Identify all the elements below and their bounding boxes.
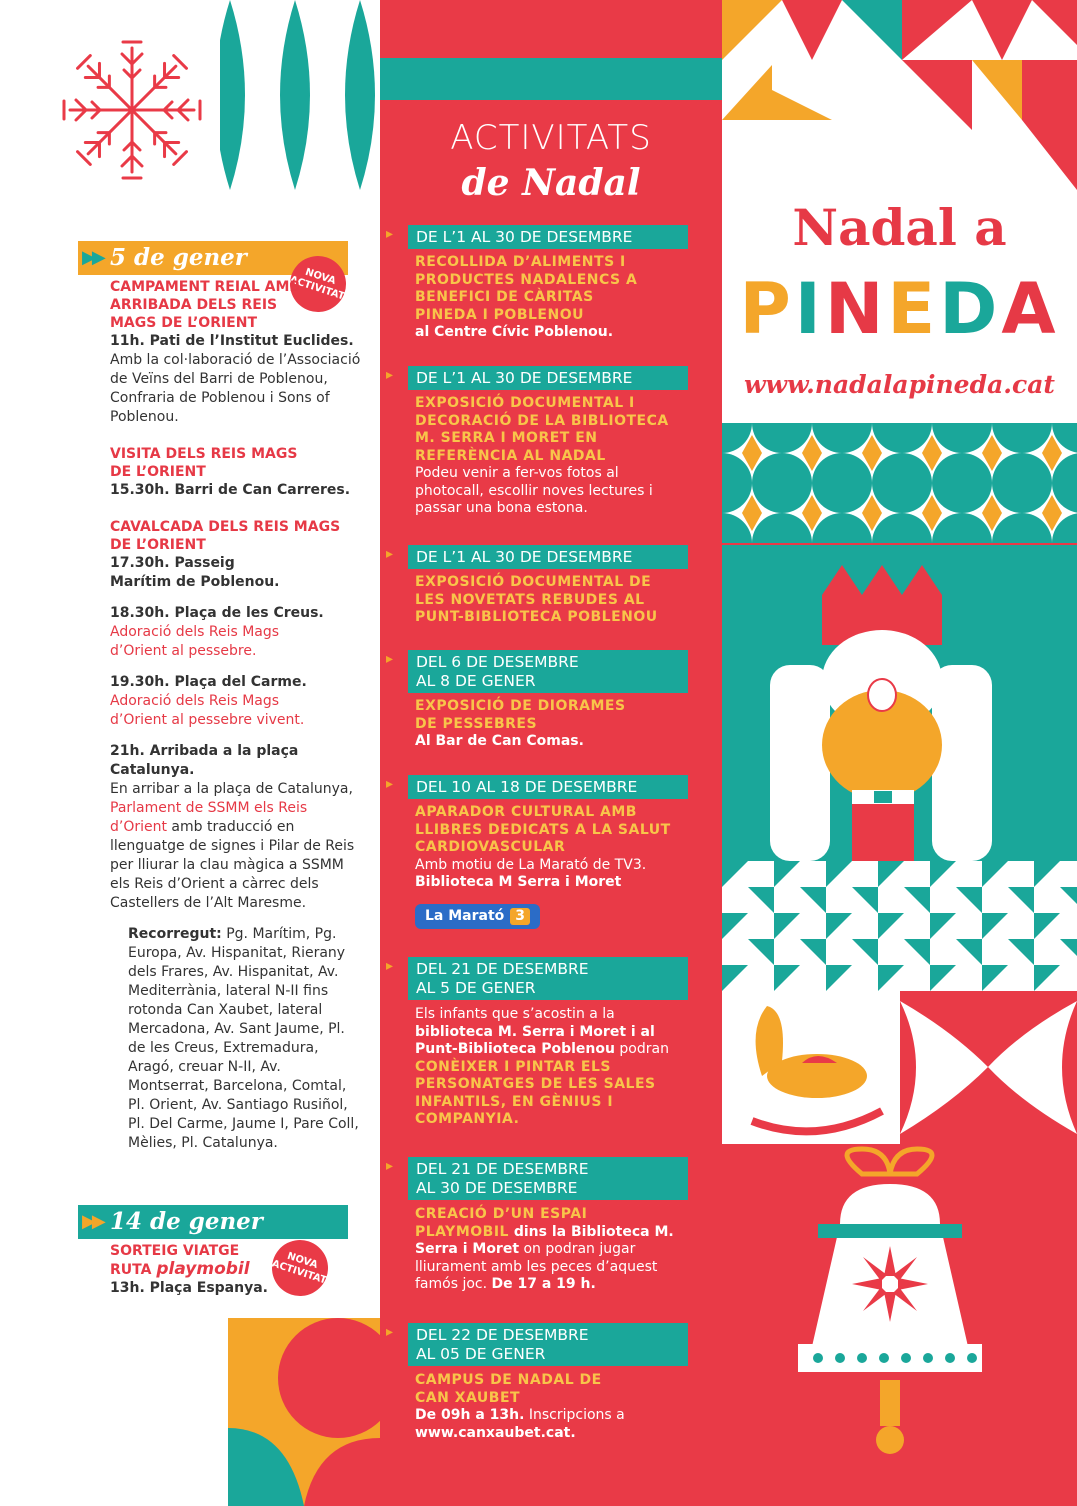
christmas-bell-illustration	[722, 1144, 1077, 1506]
ribbon-date-label: 14 de gener	[110, 1208, 263, 1235]
event-place: 19.30h. Plaça del Carme.	[110, 674, 307, 690]
date-text-2: AL 5 DE GENER	[416, 979, 536, 997]
date-bar	[386, 366, 688, 390]
logo-letter: E	[887, 268, 940, 350]
date-text: DEL 21 DE DESEMBRE	[416, 960, 589, 978]
website-link[interactable]: www.canxaubet.cat.	[415, 1424, 576, 1441]
date-bar	[386, 957, 688, 1000]
event-title-text: RUTA	[110, 1262, 157, 1278]
route-text	[128, 925, 360, 1153]
activity-title: APARADOR CULTURAL AMB LLIBRES DEDICATS A LA SALUT CARDIOVASCULAR	[415, 804, 671, 855]
events-5-gener	[110, 278, 372, 1153]
date-bar	[386, 650, 688, 693]
chevron-icon: ▸	[386, 651, 394, 667]
activity-description	[415, 1407, 635, 1442]
date-text: DE L’1 AL 30 DE DESEMBRE	[416, 548, 633, 566]
date-text-2: AL 8 DE GENER	[416, 672, 536, 690]
rocking-horse-panel	[722, 991, 1077, 1144]
event-place: 17.30h. Passeig Marítim de Poblenou.	[110, 555, 280, 590]
snowflake-icon	[62, 40, 202, 180]
nadal-header	[722, 0, 1077, 423]
teal-stripe	[380, 58, 722, 100]
activity-description: Podeu venir a fer-vos fotos al photocall, escollir noves lectures i passar una bona estona.	[415, 465, 653, 516]
date-text: DE L’1 AL 30 DE DESEMBRE	[416, 228, 633, 246]
date-text: DEL 10 AL 18 DE DESEMBRE	[416, 778, 638, 796]
logo-letter: P	[739, 268, 795, 350]
activity-item	[415, 574, 670, 627]
leaf-pattern-decoration	[220, 0, 380, 190]
activity-description: Amb motiu de La Marató de TV3.	[415, 856, 647, 873]
activities-title: ACTIVITATS	[450, 118, 652, 158]
double-arrow-icon: ▶▶	[82, 247, 102, 268]
nadal-title: Nadal a	[792, 198, 1007, 257]
activity-item	[415, 804, 683, 929]
activity-description	[415, 1006, 681, 1129]
chevron-icon: ▸	[386, 546, 394, 562]
event-description: Adoració dels Reis Mags d’Orient al pessebre vivent.	[110, 693, 305, 728]
la-marato-logo	[415, 904, 540, 930]
activity-title: EXPOSICIÓ DE DIORAMES DE PESSEBRES	[415, 698, 626, 732]
chevron-icon: ▸	[386, 367, 394, 383]
event-title: CAVALCADA DELS REIS MAGS DE L’ORIENT	[110, 519, 341, 553]
activity-item	[415, 254, 645, 342]
desc-text: podran	[614, 1041, 669, 1057]
bottom-shapes-decoration	[228, 1318, 380, 1506]
activity-title: EXPOSICIÓ DOCUMENTAL DE LES NOVETATS REBUDES AL PUNT-BIBLIOTECA POBLENOU	[415, 574, 658, 625]
activity-item	[415, 1006, 681, 1129]
desc-text: Els infants que s’acostin a la	[415, 1006, 615, 1022]
event-title-2	[110, 1260, 372, 1279]
event-title: CAMPAMENT REIAL AMB ARRIBADA DELS REIS MAGS DE L’ORIENT	[110, 279, 301, 331]
event-title: SORTEIG VIATGE	[110, 1243, 240, 1259]
activity-item	[415, 1372, 635, 1442]
desc-text: on podran jugar lliurament amb les peces d’aquest famós joc.	[415, 1241, 658, 1292]
new-activity-badge: NOVA ACTIVITAT	[265, 1233, 336, 1304]
desc-text: Inscripcions a	[524, 1407, 625, 1423]
activity-title: RECOLLIDA D’ALIMENTS I PRODUCTES NADALENCS A BENEFICI DE CÀRITAS PINEDA I POBLENOU	[415, 254, 638, 323]
date-text: DE L’1 AL 30 DE DESEMBRE	[416, 369, 633, 387]
date-bar	[386, 775, 688, 799]
event-place: 11h. Pati de l’Institut Euclides.	[110, 333, 354, 349]
event-place: 15.30h. Barri de Can Carreres.	[110, 482, 351, 498]
website-url[interactable]: www.nadalapineda.cat	[744, 370, 1055, 399]
chevron-icon: ▸	[386, 958, 394, 974]
new-activity-badge: NOVA ACTIVITAT	[283, 249, 354, 320]
event-description	[110, 780, 368, 913]
chevron-icon: ▸	[386, 776, 394, 792]
tv3-logo: 3	[510, 908, 530, 926]
date-text-2: AL 05 DE GENER	[416, 1345, 546, 1363]
logo-letter: D	[939, 268, 1002, 350]
date-bar	[386, 1323, 688, 1366]
activity-title: EXPOSICIÓ DOCUMENTAL I DECORACIÓ DE LA BIBLIOTECA M. SERRA I MORET EN REFERÈNCIA AL NADAL	[415, 395, 669, 464]
triangle-grid-decoration	[722, 861, 1077, 991]
activity-title: CREACIÓ D’UN ESPAI PLAYMOBIL	[415, 1206, 588, 1240]
activity-description: Al Bar de Can Comas.	[415, 733, 584, 749]
event-place: 13h. Plaça Espanya.	[110, 1280, 268, 1296]
right-column	[722, 0, 1077, 1506]
desc-highlight: Parlament de SSMM els Reis d’Orient	[110, 800, 308, 835]
desc-bold: De 09h a 13h.	[415, 1407, 525, 1423]
triangle-pattern-decoration	[722, 0, 1077, 190]
nutcracker-panel	[722, 545, 1077, 861]
event-place: 21h. Arribada a la plaça Catalunya.	[110, 743, 299, 778]
event-title: VISITA DELS REIS MAGS DE L’ORIENT	[110, 446, 298, 480]
nutcracker-illustration	[722, 545, 1077, 861]
rocking-horse-illustration	[722, 991, 1077, 1144]
logo-text: La Marató	[425, 907, 505, 924]
activity-description: al Centre Cívic Poblenou.	[415, 324, 614, 340]
ribbon-date-label: 5 de gener	[110, 244, 247, 271]
activity-title: CAMPUS DE NADAL DE CAN XAUBET	[415, 1372, 602, 1406]
activity-item	[415, 698, 645, 751]
route-label: Recorregut:	[128, 926, 222, 942]
date-bar	[386, 225, 688, 249]
event-description: Adoració dels Reis Mags d’Orient al pessebre.	[110, 624, 280, 659]
activity-item	[415, 395, 677, 518]
desc-bold: biblioteca M. Serra i Moret i al Punt-Biblioteca Poblenou	[415, 1023, 655, 1057]
activities-subtitle: de Nadal	[461, 162, 641, 204]
chevron-icon: ▸	[386, 1158, 394, 1174]
desc-text: amb traducció en llenguatge de signes i Pilar de Reis per lliurar la clau màgica a SSMM els Reis d’Orient a càrrec dels Castellers de l’Alt Maresme.	[110, 819, 355, 911]
desc-bold: dins la Biblioteca M. Serra i Moret	[415, 1223, 674, 1257]
chevron-icon: ▸	[386, 226, 394, 242]
date-bar	[386, 545, 688, 569]
date-bar	[386, 1157, 688, 1200]
route-list: Pg. Marítim, Pg. Europa, Av. Hispanitat, Rierany dels Frares, Av. Hispanitat, Av. Mediterrània, lateral N-II fins rotonda Can Xaubet, lateral Mercadona, Av. Sant Jaume, Pl. de les Creus, Extremadura, Aragó, creuar N-II, Av. Montserrat, Barcelona, Comtal, Pl. Orient, Av. Santiago Rusiñol, Pl. Del Carme, Jaume I, Pare Coll, Mèlies, Pl. Catalunya.	[128, 926, 359, 1151]
logo-letter: I	[794, 268, 825, 350]
date-text-2: AL 30 DE DESEMBRE	[416, 1179, 578, 1197]
desc-text: En arribar a la plaça de Catalunya,	[110, 781, 353, 797]
activities-column	[380, 0, 722, 1506]
date-ribbon-14-gener	[78, 1205, 348, 1239]
event-description: Amb la col·laboració de l’Associació de Veïns del Barri de Poblenou, Confraria de Poblenou i Sons of Poblenou.	[110, 352, 361, 425]
logo-letter: N	[824, 268, 888, 350]
double-arrow-icon: ▶▶	[82, 1211, 102, 1232]
playmobil-logo: playmobil	[156, 1259, 250, 1279]
diamond-pattern-decoration	[722, 423, 1077, 543]
logo-letter: A	[1001, 268, 1060, 350]
pineda-logo	[722, 268, 1077, 350]
date-text: DEL 21 DE DESEMBRE	[416, 1160, 589, 1178]
activity-description	[415, 1206, 677, 1294]
desc-bold: De 17 a 19 h.	[491, 1276, 596, 1292]
date-text: DEL 6 DE DESEMBRE	[416, 653, 579, 671]
date-text: DEL 22 DE DESEMBRE	[416, 1326, 589, 1344]
left-column	[0, 0, 380, 1506]
bell-panel	[722, 1144, 1077, 1506]
activity-title: CONÈIXER I PINTAR ELS PERSONATGES DE LES SALES INFANTILS, EN GÈNIUS I COMPANYIA.	[415, 1058, 656, 1127]
event-place: 18.30h. Plaça de les Creus.	[110, 605, 324, 621]
chevron-icon: ▸	[386, 1324, 394, 1340]
activity-item	[415, 1206, 677, 1294]
event-14-gener	[110, 1242, 372, 1298]
activity-location: Biblioteca M Serra i Moret	[415, 874, 622, 890]
